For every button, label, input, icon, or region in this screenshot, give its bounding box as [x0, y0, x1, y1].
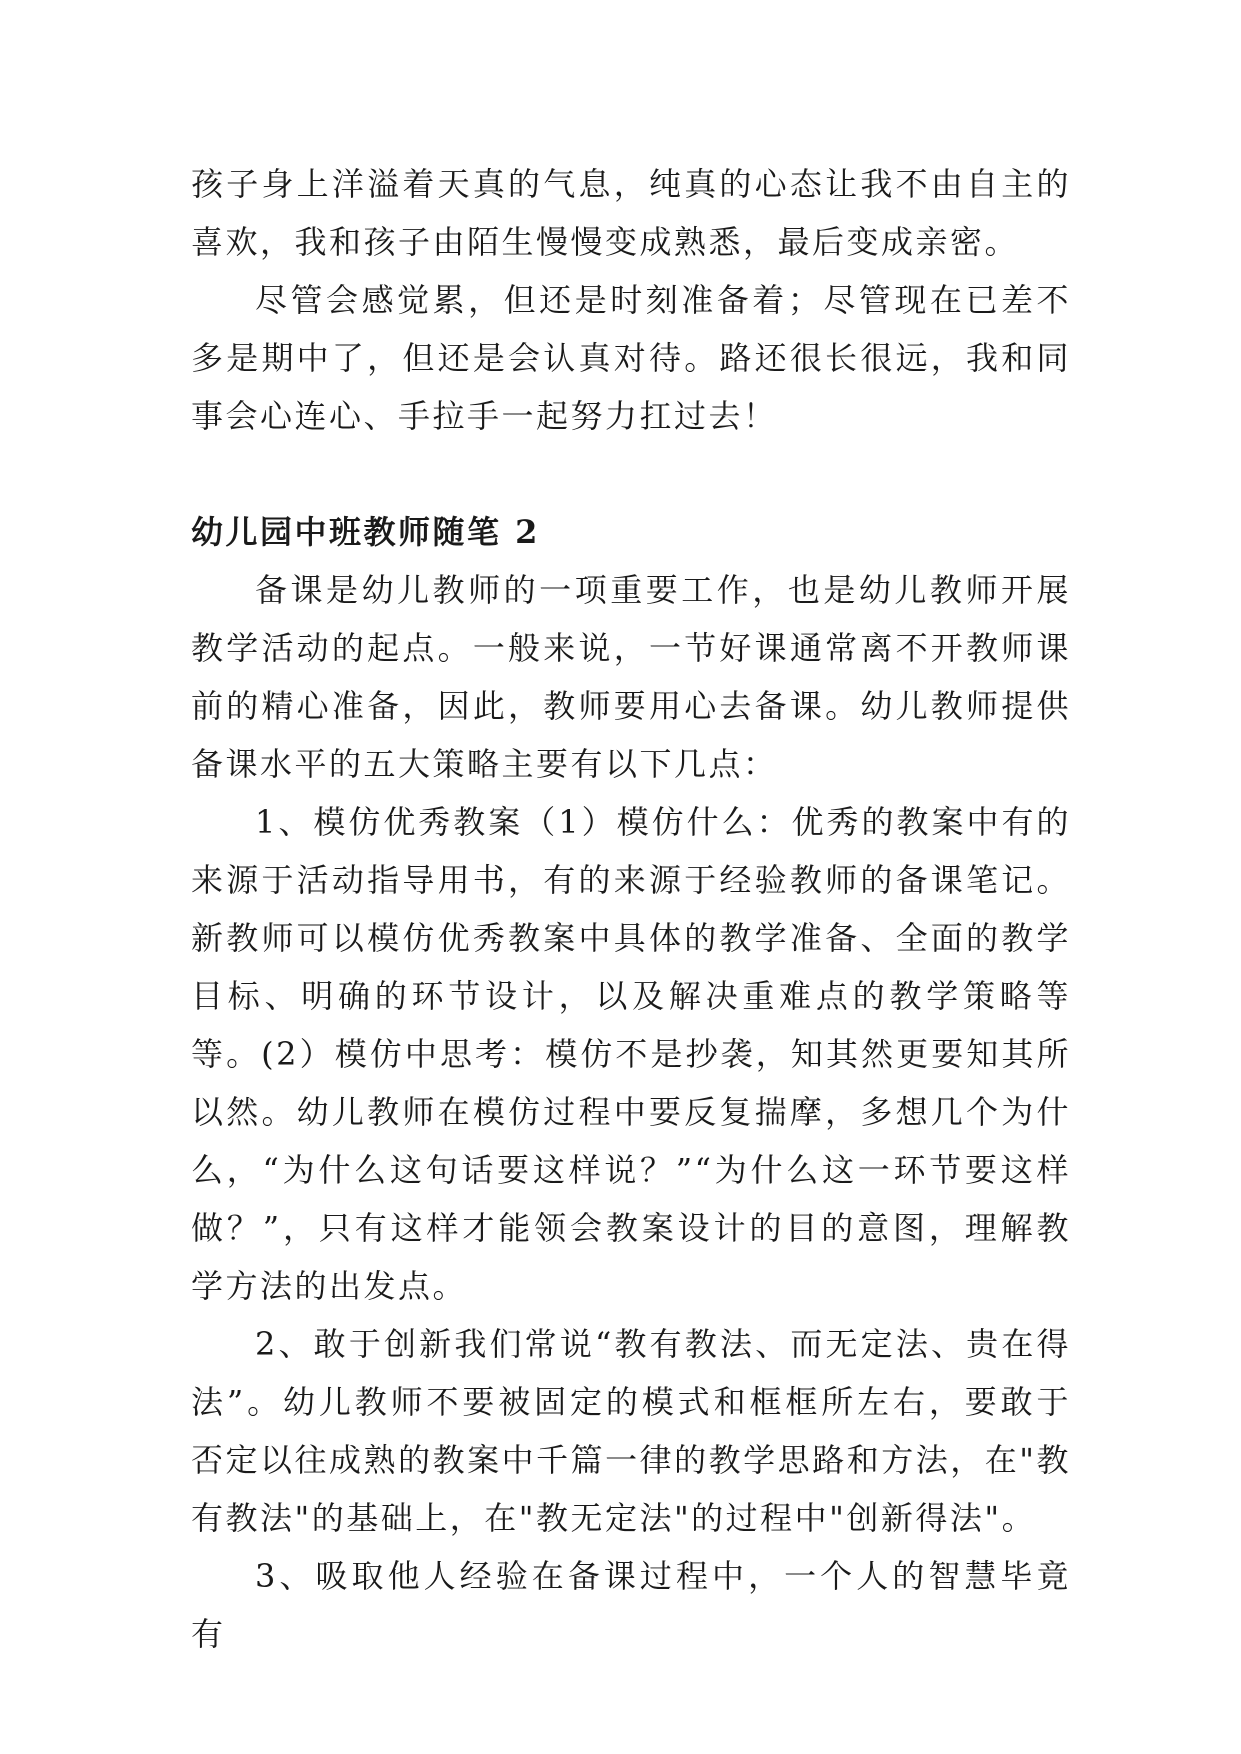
- paragraph: 备课是幼儿教师的一项重要工作，也是幼儿教师开展教学活动的起点。一般来说，一节好课通常离不开教师课前的精心准备，因此，教师要用心去备课。幼儿教师提供备课水平的五大策略主要有以下几点：: [191, 571, 1071, 783]
- paragraph: 1、模仿优秀教案（1）模仿什么：优秀的教案中有的来源于活动指导用书，有的来源于经验教师的备课笔记。新教师可以模仿优秀教案中具体的教学准备、全面的教学目标、明确的环节设计，以及解决重难点的教学策略等等。(2）模仿中思考：模仿不是抄袭，知其然更要知其所以然。幼儿教师在模仿过程中要反复揣摩，多想几个为什么，“为什么这句话要这样说？”“为什么这一环节要这样做？”，只有这样才能领会教案设计的目的意图，理解教学方法的出发点。: [191, 803, 1071, 1305]
- paragraph: 2、敢于创新我们常说“教有教法、而无定法、贵在得法”。幼儿教师不要被固定的模式和框框所左右，要敢于否定以往成熟的教案中千篇一律的教学思路和方法，在"教有教法"的基础上，在"教无定法"的过程中"创新得法"。: [191, 1325, 1071, 1537]
- section-title: 幼儿园中班教师随笔 2: [191, 513, 540, 551]
- document-body: [191, 155, 1071, 1663]
- paragraph-continuation: 孩子身上洋溢着天真的气息，纯真的心态让我不由自主的喜欢，我和孩子由陌生慢慢变成熟悉，最后变成亲密。: [191, 165, 1071, 261]
- paragraph: 3、吸取他人经验在备课过程中，一个人的智慧毕竟有: [191, 1557, 1071, 1653]
- paragraph: 尽管会感觉累，但还是时刻准备着；尽管现在已差不多是期中了，但还是会认真对待。路还很长很远，我和同事会心连心、手拉手一起努力扛过去！: [191, 281, 1071, 435]
